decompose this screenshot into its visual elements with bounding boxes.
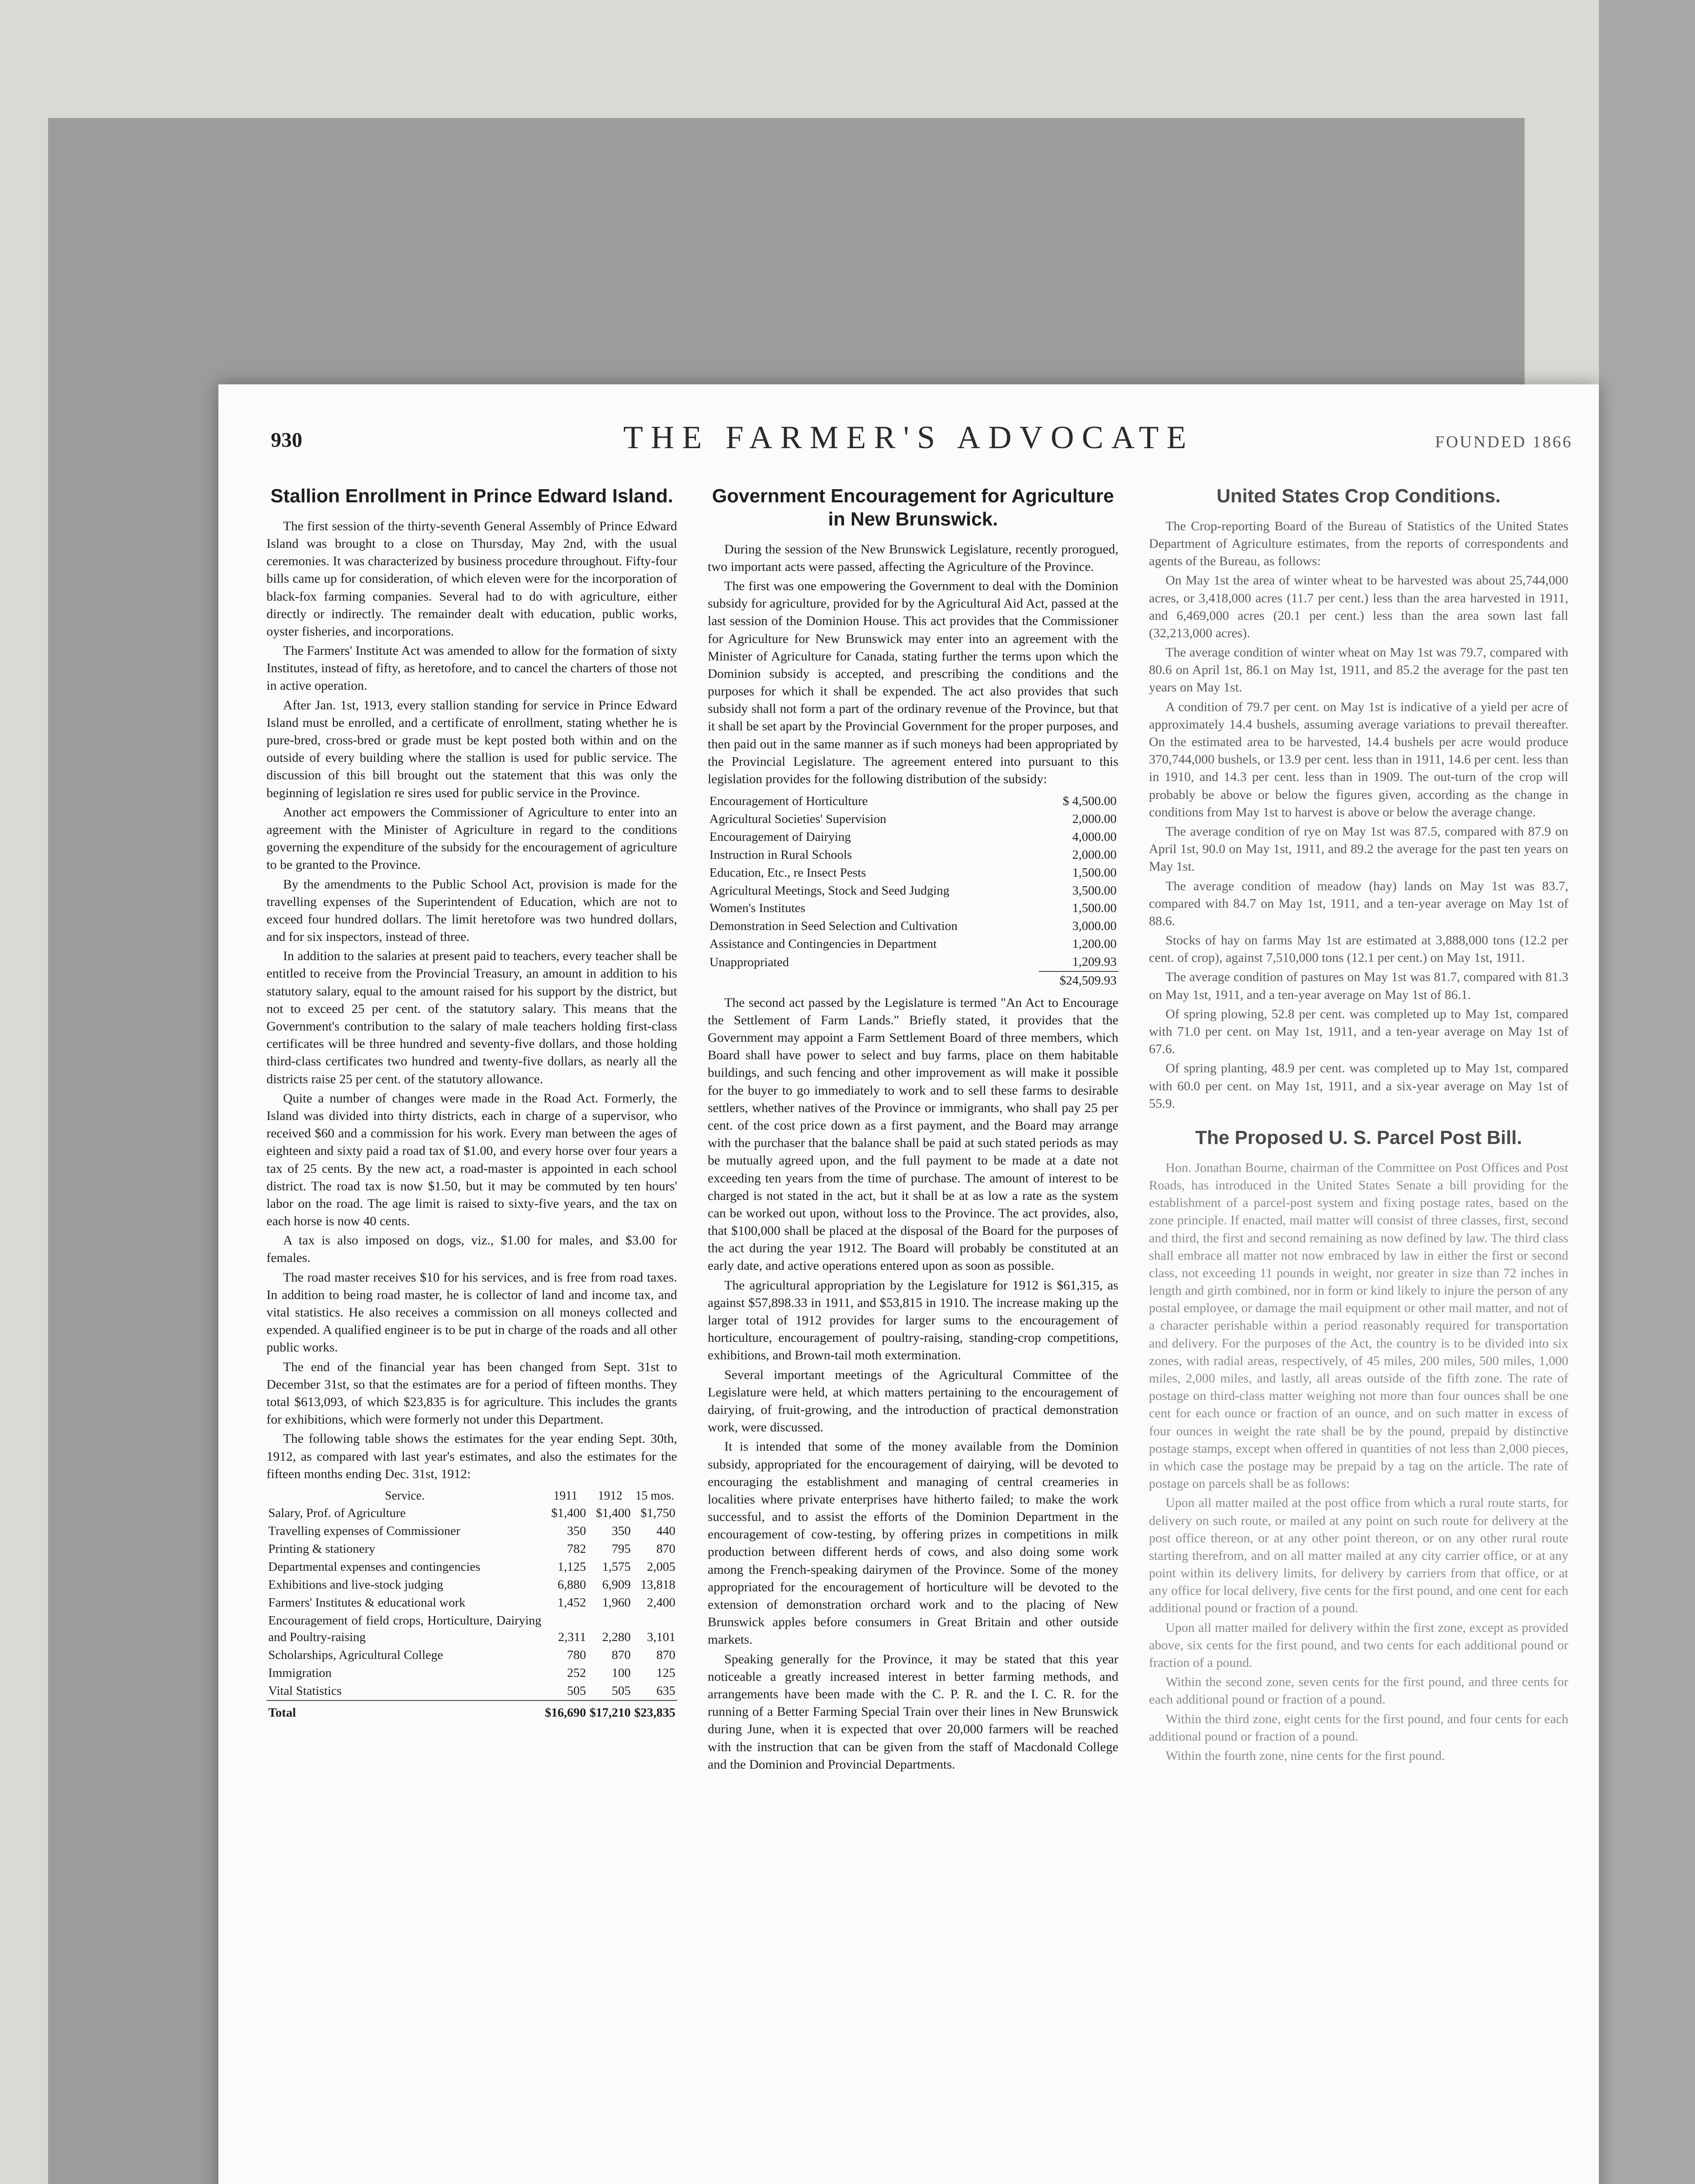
value-1911-cell: 252 [567,1666,586,1680]
subsidy-item: Demonstration in Seed Selection and Cultivation [709,919,958,933]
paragraph: Stocks of hay on farms May 1st are estimated at 3,888,000 tons (12.2 per cent. of crop), against 7,510,000 tons (12.1 per cent.) on May 1st, 1911. [1149,933,1568,965]
paragraph: In addition to the salaries at present paid to teachers, every teacher shall be entitled to receive from the Provincial Treasury, an amount in addition to his statutory salary, equal to the amount raised for his support by the district, but not to exceed 25 per cent. of the statutory salary. This means that the Government's contribution to the salary of male teachers holding first-class certificates will be three hundred and seventy-five dollars, and those holding third-class certificates two hundred and twenty-five dollars, as nearly all the districts raise 25 per cent. of the statutory allowance. [266,949,677,1086]
table-row [266,1664,677,1682]
paragraph: The road master receives $10 for his services, and is free from road taxes. In addition to being road master, he is collector of land and income tax, and vital statistics. He also receives a commission on all moneys collected and expended. A qualified engineer is to be put in charge of the roads and all other public works. [266,1270,677,1355]
value-1911-cell: 350 [567,1524,586,1538]
headline-parcel-post: The Proposed U. S. Parcel Post Bill. [1195,1127,1522,1148]
subsidy-amount: 1,500.00 [1072,865,1117,880]
table-row [266,1646,677,1664]
value-1912-cell: 100 [612,1666,631,1680]
masthead: THE FARMER'S ADVOCATE [623,420,1194,456]
service-cell: Departmental expenses and contingencies [268,1560,481,1574]
paragraph: Within the third zone, eight cents for the first pound, and four cents for each additional pound or fraction of a pound. [1149,1711,1568,1744]
subsidy-item: Instruction in Rural Schools [709,847,852,862]
value-15-months-cell: 3,101 [647,1630,675,1645]
value-1911-cell: 780 [567,1648,586,1662]
newspaper-page [218,384,1599,2184]
value-1912-cell: 870 [612,1648,631,1662]
paragraph: Speaking generally for the Province, it may be stated that this year noticeable a greatly increased interest in better farming methods, and arrangements have been made with the C. P. R. and the I. C. R. for the running of a Better Farming Special Train over their lines in New Brunswick during June, when it is expected that over 20,000 farmers will be reached with the instruction that can be given from the staff of Macdonald College and the Dominion and Provincial Departments. [708,1652,1118,1772]
subsidy-total-row [708,971,1118,990]
headline-stallion-enrollment: Stallion Enrollment in Prince Edward Island. [270,485,673,507]
article-body-intro [708,541,1118,788]
table-row [266,1594,677,1612]
subsidy-item: Encouragement of Dairying [709,829,851,844]
paragraph: The agricultural appropriation by the Legislature for 1912 is $61,315, as against $57,898.33 in 1911, and $53,815 in 1910. The increase making up the larger total of 1912 provides for larger sums to the encouragement of horticulture, encouragement of poultry-raising, standing-crop competitions, exhibitions, and Brown-tail moth extermination. [708,1278,1118,1363]
estimates-table [266,1487,677,1722]
page-number: 930 [271,429,302,452]
paragraph: Quite a number of changes were made in the Road Act. Formerly, the Island was divided into thirty districts, each in charge of a supervisor, who received $60 and a commission for his work. Every man between the ages of eighteen and sixty paid a road tax of $1.00, and every horse over four years a tax of 25 cents. By the new act, a road-master is appointed in each school district. The road tax is now $1.50, but it may be commuted by ten hours' labor on the road. The age limit is raised to sixty-five years, and the tax on each horse is now 40 cents. [266,1091,677,1229]
subsidy-item: Assistance and Contingencies in Department [709,937,937,951]
paragraph: During the session of the New Brunswick Legislature, recently prorogued, two important acts were passed, affecting the Agriculture of the Province. [708,542,1118,574]
value-1912-cell: $1,400 [596,1506,631,1521]
paragraph: It is intended that some of the money available from the Dominion subsidy, appropriated for the encouragement of dairying, will be devoted to encouraging the establishment and managing of central creameries in localities where private enterprises have hitherto failed; to make the work successful, and to assist the efforts of the Dominion Department in the encouragement of cow-testing, by offering prizes in competitions in milk production between different herds of cows, and also doing some work among the French-speaking dairymen of the Province. Some of the money appropriated for the encouragement of horticulture will be devoted to the extension of demonstration orchard work and to the placing of New Brunswick apples before consumers in Great Britain and other outside markets. [708,1439,1118,1647]
value-1911-cell: 782 [567,1542,586,1556]
paragraph: Of spring planting, 48.9 per cent. was completed up to May 1st, compared with 60.0 per cent. on May 1st, 1911, and a six-year average on May 1st of 55.9. [1149,1061,1568,1111]
value-15-months-cell: 13,818 [640,1577,675,1592]
table-row [266,1682,677,1700]
value-1911-cell: 2,311 [558,1630,586,1645]
subsidy-amount: 1,200.00 [1072,937,1117,951]
paragraph: The average condition of pastures on May 1st was 81.7, compared with 81.3 on May 1st, 1911, and a ten-year average on May 1st of 86.1. [1149,970,1568,1002]
service-cell: Scholarships, Agricultural College [268,1648,443,1662]
column-new-brunswick [708,485,1118,1775]
service-cell: Exhibitions and live-stock judging [268,1577,443,1592]
paragraph: The average condition of meadow (hay) lands on May 1st was 83.7, compared with 84.7 on May 1st, 1911, and a ten-year average on May 1st of 88.6. [1149,878,1568,928]
founded-line: FOUNDED 1866 [1435,433,1573,451]
subsidy-item: Unappropriated [709,955,789,969]
table-header-service: Service. [385,1489,425,1503]
subsidy-row [708,899,1118,917]
article-body-continued [708,994,1118,1773]
subsidy-row [708,864,1118,882]
column-stallion-enrollment [266,485,677,1726]
subsidy-row [708,882,1118,900]
subsidy-item: Women's Institutes [709,901,806,916]
service-cell: Farmers' Institutes & educational work [268,1595,466,1610]
paragraph: Another act empowers the Commissioner of Agriculture to enter into an agreement with the Minister of Agriculture in regard to the conditions governing the expenditure of the subsidy for the encouragement of agriculture to be granted to the Province. [266,805,677,872]
value-15-months-cell: 635 [656,1684,675,1698]
table-row [266,1576,677,1594]
paragraph: The Farmers' Institute Act was amended to allow for the formation of sixty Institutes, instead of fifty, as heretofore, and to cancel the charters of those not in active operation. [266,643,677,693]
subsidy-item: Education, Etc., re Insect Pests [709,865,866,880]
service-cell: Travelling expenses of Commissioner [268,1524,460,1538]
column-us-crops [1149,485,1568,1766]
table-header-15-months: 15 mos. [635,1489,675,1503]
value-15-months-cell: 870 [656,1648,675,1662]
paragraph: Of spring plowing, 52.8 per cent. was completed up to May 1st, compared with 71.0 per cent. on May 1st, 1911, and a ten-year average on May 1st of 67.6. [1149,1006,1568,1057]
paragraph: The second act passed by the Legislature is termed "An Act to Encourage the Settlement of Farm Lands." Briefly stated, it provides that the Government may appoint a Farm Settlement Board of three members, which Board shall have power to select and buy farms, place on them habitable buildings, and such fencing and other improvement as will make it possible for the buyer to go immediately to work and to sell these farms to desirable settlers, whether natives of the Province or immigrants, who shall pay 25 per cent. of the cost price down as a first payment, and the Board may arrange with the purchaser that the balance shall be paid at such stated periods as may be mutually agreed upon, and the full payment to be made at a date not exceeding ten years from the time of purchase. The amount of interest to be charged is not stated in the act, but it shall be at as low a rate as the system can be worked out upon, without loss to the Province. The act provides, also, that $100,000 shall be placed at the disposal of the Board for the purposes of the act during the year 1912. The Board will probably be constituted at an early date, and active operations entered upon as soon as possible. [708,995,1118,1273]
subsidy-item: Encouragement of Horticulture [709,794,868,809]
value-1911-cell: 6,880 [557,1577,586,1592]
paragraph: The following table shows the estimates for the year ending Sept. 30th, 1912, as compared with last year's estimates, and also the estimates for the fifteen months ending Dec. 31st, 1912: [266,1431,677,1481]
paragraph: On May 1st the area of winter wheat to be harvested was about 25,744,000 acres, or 3,418,000 acres (11.7 per cent.) less than the area harvested in 1911, and 6,469,000 acres (20.1 per cent.) less than the area sown last fall (32,213,000 acres). [1149,573,1568,640]
paragraph: The first session of the thirty-seventh General Assembly of Prince Edward Island was brought to a close on Thursday, May 2nd, with the usual ceremonies. It was characterized by business procedure throughout. Fifty-four bills came up for consideration, of which eleven were for the incorporation of black-fox farming companies. Several had to do with agriculture, either directly or indirectly. The remainder dealt with education, public works, oyster fisheries, and incorporations. [266,518,677,639]
page-header [218,384,1599,489]
crop-conditions-body [1149,518,1568,1113]
subsidy-row [708,846,1118,864]
table-row [266,1540,677,1558]
paragraph: Several important meetings of the Agricultural Committee of the Legislature were held, at which matters pertaining to the encouragement of dairying, of fruit-growing, and the introduction of practical demonstration work, were discussed. [708,1367,1118,1435]
value-15-months-cell: 440 [656,1524,675,1538]
subsidy-row [708,917,1118,935]
article-body [266,518,677,1483]
paragraph: By the amendments to the Public School Act, provision is made for the travelling expenses of the Superintendent of Education, which are not to exceed four hundred dollars. The limit heretofore was two hundred dollars, and for six inspectors, instead of three. [266,877,677,944]
paragraph: The Crop-reporting Board of the Bureau of Statistics of the United States Department of Agriculture estimates, from the reports of correspondents and agents of the Bureau, as follows: [1149,518,1568,569]
parcel-post-body [1149,1159,1568,1765]
value-1912-cell: 350 [612,1524,631,1538]
subsidy-table [708,792,1118,989]
value-15-months-cell: 2,400 [647,1595,675,1610]
subsidy-amount: 2,000.00 [1072,812,1117,826]
service-cell: Immigration [268,1666,332,1680]
paragraph: Upon all matter mailed for delivery within the first zone, except as provided above, six cents for the first pound, and two cents for each additional pound or fraction of a pound. [1149,1620,1568,1670]
value-1911-cell: 1,125 [557,1560,586,1574]
value-1912-cell: 6,909 [602,1577,631,1592]
subsidy-amount: 4,000.00 [1072,829,1117,844]
table-row [266,1612,677,1647]
total-1912: $17,210 [588,1700,633,1722]
paragraph: A condition of 79.7 per cent. on May 1st is indicative of a yield per acre of approximately 14.4 bushels, assuming average variations to prevail thereafter. On the estimated area to be harvested, 14.4 bushels per acre would produce 370,744,000 bushels, or 13.9 per cent. less than in 1911, 14.6 per cent. less than in 1910, and 14.3 per cent. less than in 1909. The out-turn of the crop will probably be above or below the figures given, according as the change in conditions from May 1st to harvest is above or below the average change. [1149,699,1568,819]
paragraph: Upon all matter mailed at the post office from which a rural route starts, for delivery on such route, or mailed at any point on such route for delivery at the post office thereon, or at any other point thereon, or on any other rural route starting therefrom, and on all matter mailed at any city carrier office, or at any point within its delivery limits, for delivery by carriers from that office, or at any office for local delivery, five cents for the first pound, and one cent for each additional pound or fraction of a pound. [1149,1496,1568,1616]
service-cell: Vital Statistics [268,1684,342,1698]
headline-new-brunswick: Government Encouragement for Agriculture in New Brunswick. [712,485,1114,530]
subsidy-item: Agricultural Meetings, Stock and Seed Judging [709,883,950,898]
subsidy-amount: $ 4,500.00 [1062,794,1117,809]
value-1912-cell: 795 [612,1542,631,1556]
paragraph: A tax is also imposed on dogs, viz., $1.00 for males, and $3.00 for females. [266,1233,677,1265]
subsidy-amount: 3,000.00 [1072,919,1117,933]
subsidy-total-spacer [708,971,1039,990]
subsidy-row [708,935,1118,953]
value-1911-cell: $1,400 [551,1506,586,1521]
subsidy-amount: 1,500.00 [1072,901,1117,916]
value-15-months-cell: 125 [656,1666,675,1680]
value-1912-cell: 2,280 [602,1630,631,1645]
subsidy-total: $24,509.93 [1039,971,1118,990]
subsidy-row [708,828,1118,846]
subsidy-amount: 3,500.00 [1072,883,1117,898]
value-15-months-cell: 2,005 [647,1560,675,1574]
paragraph: Hon. Jonathan Bourne, chairman of the Committee on Post Offices and Post Roads, has introduced in the United States Senate a bill providing for the establishment of a parcel-post system and fixing postage rates, based on the zone principle. If enacted, mail matter will consist of three classes, first, second and third, the first and second remaining as now defined by law. The third class shall embrace all matter not now embraced by law in either the first or second class, not exceeding 11 pounds in weight, nor greater in size than 72 inches in length and girth combined, nor in form or kind likely to injure the person of any postal employee, or damage the mail equipment or other mail matter, and not of a character perishable within a period reasonably required for transportation and delivery. For the purposes of the Act, the country is to be divided into six zones, with radial areas, respectively, of 45 miles, 200 miles, 500 miles, 1,000 miles, 2,000 miles, and lastly, all areas outside of the fifth zone. The rate of postage on third-class matter weighing not more than four ounces shall be one cent for each ounce or fraction of an ounce, and on such matter in excess of four ounces in weight the rate shall be by the pound, prepaid by distinctive postage stamps, except when offered in quantities of not less than 2,000 pieces, in which case the postage may be prepaid by a tag on the article. The rate of postage on parcels shall be as follows: [1149,1160,1568,1491]
value-1911-cell: 505 [567,1684,586,1698]
paragraph: The average condition of rye on May 1st was 87.5, compared with 87.9 on April 1st, 90.0 on May 1st, 1911, and 89.2 the average for the past ten years on May 1st. [1149,824,1568,874]
value-1911-cell: 1,452 [557,1595,586,1610]
service-cell: Salary, Prof. of Agriculture [268,1506,406,1521]
table-header-1911: 1911 [553,1489,578,1503]
paragraph: The average condition of winter wheat on May 1st was 79.7, compared with 80.6 on April 1st, 86.1 on May 1st, 1911, and 85.2 the average for the past ten years on May 1st. [1149,645,1568,695]
headline-crop-conditions: United States Crop Conditions. [1216,485,1501,507]
total-label: Total [266,1700,543,1722]
subsidy-row [708,810,1118,828]
paragraph: Within the fourth zone, nine cents for the first pound. [1166,1748,1445,1763]
paragraph: After Jan. 1st, 1913, every stallion standing for service in Prince Edward Island must be enrolled, and a certificate of enrollment, stating whether he is pure-bred, cross-bred or grade must be kept posted both within and on the outside of every building where the stallion is used for public service. The discussion of this bill brought out the statement that this was only the beginning of legislation re sires used for public service in the Province. [266,698,677,800]
table-row [266,1522,677,1540]
value-1912-cell: 505 [612,1684,631,1698]
table-header-1912: 1912 [598,1489,623,1503]
service-cell: Printing & stationery [268,1542,375,1556]
subsidy-row [708,792,1118,810]
table-total-row [266,1700,677,1722]
table-row [266,1504,677,1522]
subsidy-amount: 1,209.93 [1072,954,1117,969]
value-1912-cell: 1,960 [602,1595,631,1610]
subsidy-amount: 2,000.00 [1072,847,1117,862]
paragraph: The first was one empowering the Government to deal with the Dominion subsidy for agriculture, provided for by the Agricultural Aid Act, passed at the last session of the Dominion House. This act provides that the Commissioner for Agriculture for New Brunswick may enter into an agreement with the Minister of Agriculture for Canada, stating further the terms upon which the Dominion subsidy is accepted, and prescribing the conditions and the purposes for which it shall be expended. The act also provides that such subsidy shall not form a part of the ordinary revenue of the Province, but that it shall be set apart by the Provincial Government for the proper purposes, and then paid out in the same manner as if such moneys had been appropriated by the Provincial Legislature. The agreement entered into pursuant to this legislation provides for the following distribution of the subsidy: [708,578,1118,787]
subsidy-row [708,953,1118,971]
paragraph: Within the second zone, seven cents for the first pound, and three cents for each additional pound or fraction of a pound. [1149,1675,1568,1707]
value-15-months-cell: 870 [656,1542,675,1556]
value-15-months-cell: $1,750 [640,1506,675,1521]
paragraph: The end of the financial year has been changed from Sept. 31st to December 31st, so that the estimates are for a period of fifteen months. They total $613,093, of which $23,835 is for agriculture. This includes the grants for exhibitions, which were formerly not under this Department. [266,1359,677,1427]
total-1911: $16,690 [543,1700,588,1722]
table-row [266,1558,677,1576]
facing-page-edge [1599,0,1695,2184]
subsidy-item: Agricultural Societies' Supervision [709,812,886,826]
total-15-months: $23,835 [633,1700,677,1722]
service-cell: Encouragement of field crops, Horticulture, Dairying and Poultry-raising [268,1613,542,1645]
value-1912-cell: 1,575 [602,1560,631,1574]
table-header-row [266,1487,677,1505]
